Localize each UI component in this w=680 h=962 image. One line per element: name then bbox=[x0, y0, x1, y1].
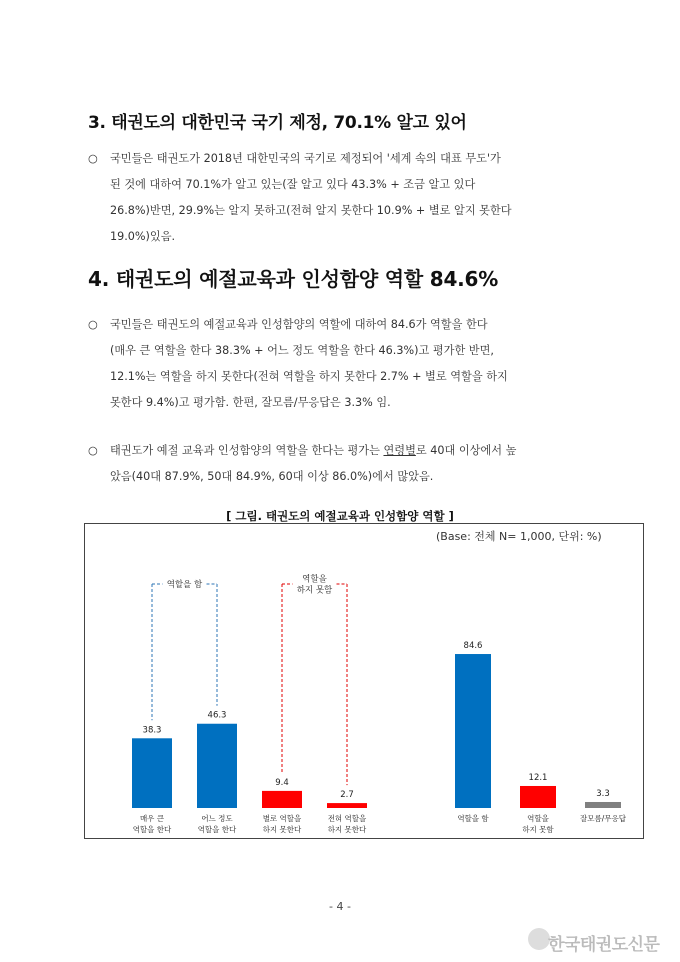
section-3-paragraph bbox=[88, 146, 598, 250]
paragraph-line: 12.1%는 역할을 하지 못한다(전혀 역할을 하지 못한다 2.7% + 별로 역할을 하지 bbox=[110, 370, 508, 383]
paragraph-line: 19.0%)있음. bbox=[110, 230, 176, 243]
detail-value-label: 38.3 bbox=[142, 725, 162, 736]
paragraph-line: 26.8%)반면, 29.9%는 알지 못하고(전혀 알지 못한다 10.9% + 별로 알지 못한다 bbox=[110, 204, 512, 217]
detail-bar bbox=[327, 803, 367, 808]
summary-value-label: 84.6 bbox=[463, 641, 483, 652]
detail-category-label: 하지 못한다 bbox=[262, 825, 302, 834]
text-run: 태권도가 예절 교육과 인성함양의 역할을 한다는 평가는 bbox=[110, 444, 384, 457]
summary-value-label: 12.1 bbox=[528, 772, 548, 783]
detail-category-label: 별로 역할을 bbox=[262, 814, 302, 823]
page-number: - 4 - bbox=[329, 900, 351, 913]
paragraph-line: 된 것에 대하여 70.1%가 알고 있는(잘 알고 있다 43.3% + 조금 알고 있다 bbox=[110, 178, 476, 191]
detail-category-label: 역할을 한다 bbox=[197, 825, 237, 834]
summary-category-label: 하지 못함 bbox=[522, 825, 554, 834]
watermark: 한국태권도신문 bbox=[548, 935, 660, 955]
section-3-heading: 3. 태권도의 대한민국 국기 제정, 70.1% 알고 있어 bbox=[88, 113, 467, 133]
summary-category-label: 잘모름/무응답 bbox=[580, 814, 626, 823]
paragraph-line: 국민들은 태권도가 2018년 대한민국의 국기로 제정되어 '세계 속의 대표 무도'가 bbox=[110, 152, 501, 165]
bullet-circle-icon: ○ bbox=[88, 318, 98, 331]
section-4-paragraph-1 bbox=[88, 312, 598, 416]
detail-value-label: 9.4 bbox=[275, 777, 289, 788]
bracket-label: 하지 못함 bbox=[296, 585, 333, 596]
paragraph-line: 국민들은 태권도의 예절교육과 인성함양의 역할에 대하여 84.6가 역할을 한다 bbox=[110, 318, 488, 331]
paragraph-line: (매우 큰 역할을 한다 38.3% + 어느 정도 역할을 한다 46.3%)고 평가한 반면, bbox=[110, 344, 494, 357]
section-4-paragraph-2 bbox=[88, 438, 598, 490]
summary-category-label: 역할을 함 bbox=[457, 814, 489, 823]
bullet-circle-icon: ○ bbox=[88, 152, 98, 165]
bracket-label: 역할을 함 bbox=[166, 580, 203, 590]
summary-value-label: 3.3 bbox=[596, 788, 610, 799]
detail-value-label: 2.7 bbox=[340, 790, 354, 801]
summary-bar bbox=[585, 802, 621, 808]
detail-category-label: 어느 정도 bbox=[201, 814, 233, 823]
detail-category-label: 전혀 역할을 bbox=[327, 814, 367, 823]
paragraph-line: 았음(40대 87.9%, 50대 84.9%, 60대 이상 86.0%)에서 많았음. bbox=[110, 470, 434, 483]
paragraph-line bbox=[110, 438, 598, 464]
bullet-circle-icon: ○ bbox=[88, 444, 98, 457]
bracket-label: 역할을 bbox=[302, 574, 327, 585]
figure-title: [ 그림. 태권도의 예절교육과 인성함양 역할 ] bbox=[226, 509, 454, 523]
section-4-heading: 4. 태권도의 예절교육과 인성함양 역할 84.6% bbox=[88, 267, 499, 291]
paragraph-line: 못한다 9.4%)고 평가함. 한편, 잘모름/무응답은 3.3% 임. bbox=[110, 396, 391, 409]
summary-bar bbox=[520, 786, 556, 808]
detail-category-label: 하지 못한다 bbox=[327, 825, 367, 834]
detail-value-label: 46.3 bbox=[207, 710, 227, 721]
summary-category-label: 역할을 bbox=[527, 814, 549, 823]
summary-bar bbox=[455, 654, 491, 808]
detail-bar bbox=[262, 791, 302, 808]
watermark-logo-icon bbox=[528, 928, 550, 950]
underlined-text: 연령별 bbox=[383, 444, 416, 457]
bar-chart bbox=[84, 523, 644, 839]
detail-bar bbox=[132, 738, 172, 808]
detail-bar bbox=[197, 724, 237, 808]
text-run: 로 40대 이상에서 높 bbox=[415, 444, 517, 457]
detail-category-label: 매우 큰 bbox=[139, 814, 165, 823]
detail-category-label: 역할을 한다 bbox=[132, 825, 172, 834]
chart-base-note: (Base: 전체 N= 1,000, 단위: %) bbox=[436, 530, 602, 543]
